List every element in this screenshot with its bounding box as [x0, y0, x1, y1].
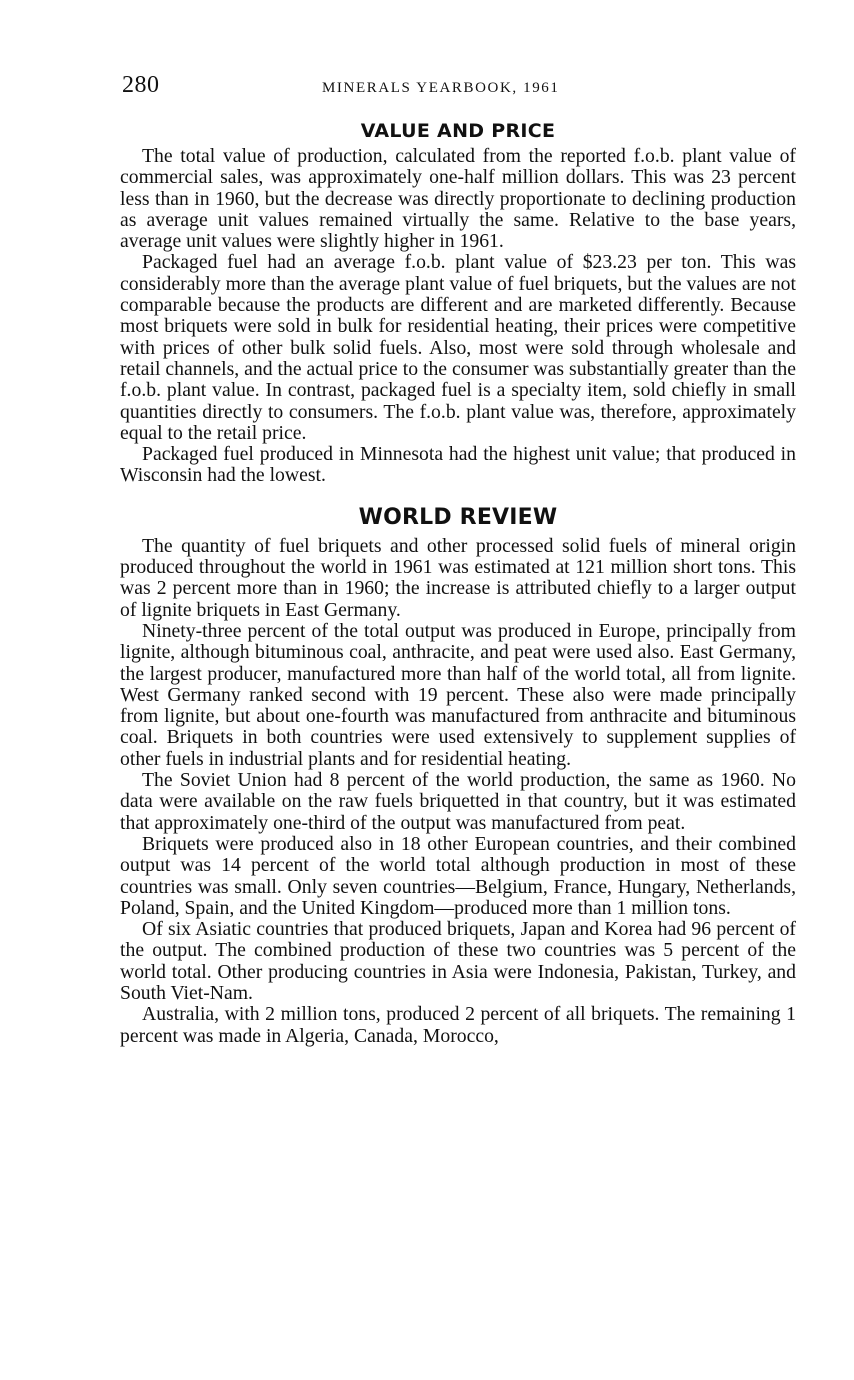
paragraph: The total value of production, calculated from the reported f.o.b. plant value of commercial sales, was approximately one-half million dollars. This was 23 percent less than in 1960, but the decrease was directly proportionate to declining production as average unit values remained virtually the same. Relative to the base years, average unit values were slightly higher in 1961. — [120, 145, 796, 253]
paragraph: Australia, with 2 million tons, produced 2 percent of all briquets. The remaining 1 percent was made in Algeria, Canada, Morocco, — [120, 1003, 796, 1047]
paragraph: Briquets were produced also in 18 other European countries, and their combined output was 14 percent of the world total although production in most of these countries was small. Only seven countries—Belgium, France, Hungary, Netherlands, Poland, Spain, and the United Kingdom—produced more than 1 million tons. — [120, 832, 796, 919]
paragraph: Ninety-three percent of the total output was produced in Europe, principally from lignite, although bituminous coal, anthracite, and peat were used also. East Germany, the largest producer, manufactured more than half of the world total, all from lignite. West Germany ranked second with 19 percent. These also were made principally from lignite, but about one-fourth was manufactured from anthracite and bituminous coal. Briquets in both countries were used extensively to supplement supplies of other fuels in industrial plants and for residential heating. — [120, 619, 796, 770]
paragraph: The quantity of fuel briquets and other processed solid fuels of mineral origin produced throughout the world in 1961 was estimated at 121 million short tons. This was 2 percent more than in 1960; the increase is attributed chiefly to a larger output of lignite briquets in East Germany. — [120, 534, 796, 621]
paragraph: The Soviet Union had 8 percent of the world production, the same as 1960. No data were available on the raw fuels briquetted in that country, but it was estimated that approximately one-third of the output was manufactured from peat. — [120, 769, 796, 834]
paragraph: Packaged fuel produced in Minnesota had the highest unit value; that produced in Wisconsin had the lowest. — [120, 443, 796, 487]
section-heading-value-and-price: VALUE AND PRICE — [360, 120, 556, 142]
paragraph: Packaged fuel had an average f.o.b. plant value of $23.23 per ton. This was considerably more than the average plant value of fuel briquets, but the values are not comparable because the products are different and are marketed differently. Because most briquets were sold in bulk for residential heating, their prices were competitive with prices of other bulk solid fuels. Also, most were sold through wholesale and retail channels, and the actual price to the consumer was substantially greater than the f.o.b. plant value. In contrast, packaged fuel is a specialty item, sold chiefly in small quantities directly to consumers. The f.o.b. plant value was, therefore, approximately equal to the retail price. — [120, 251, 796, 444]
section-value-and-price — [120, 120, 796, 487]
running-header — [120, 72, 796, 106]
section-world-review — [120, 505, 796, 1047]
page-number: 280 — [122, 72, 160, 98]
paragraph: Of six Asiatic countries that produced briquets, Japan and Korea had 96 percent of the output. The combined production of these two countries was 5 percent of the world total. Other producing countries in Asia were Indonesia, Pakistan, Turkey, and South Viet-Nam. — [120, 918, 796, 1004]
running-title: MINERALS YEARBOOK, 1961 — [322, 80, 560, 96]
document-page — [120, 72, 796, 1047]
section-heading-world-review: WORLD REVIEW — [358, 504, 558, 530]
